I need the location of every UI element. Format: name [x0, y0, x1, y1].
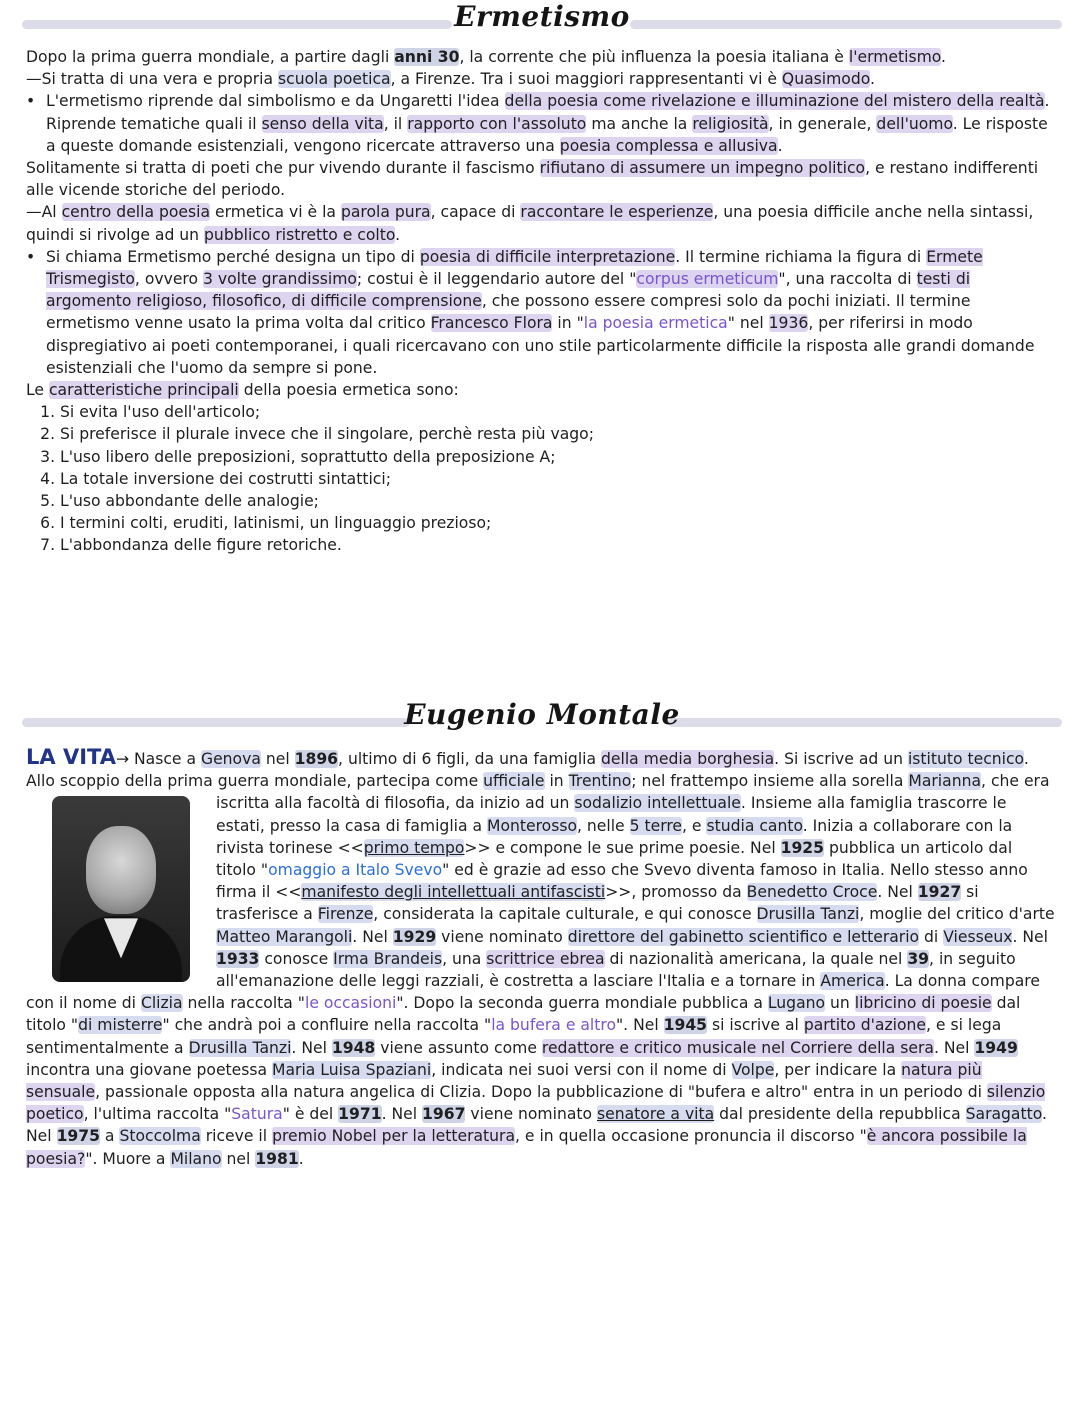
paragraph-nome: • Si chiama Ermetismo perché designa un tipo di poesia di difficile interpretazione. Il termine richiama la figura di Ermete Trismegisto, ovvero 3 volte grandissimo; costui è il leggendario autore del "corpus ermeticum", una raccolta di testi di argomento religioso, filosofico, di difficile comprensione, che possono essere compresi solo da pochi iniziati. Il termine ermetismo venne usato la prima volta dal critico Francesco Flora in "la poesia ermetica" nel 1936, per riferirsi in modo dispregiativo ai poeti contemporanei, i quali ricercavano con uno stile particolarmente difficile la risposta alle grandi domande esistenziali che l'uomo da sempre si pone.: [26, 247, 1035, 377]
list-item: 2. Si preferisce il plurale invece che il singolare, perchè resta più vago;: [60, 423, 1056, 445]
characteristics-list: [26, 401, 1056, 556]
label-la-vita: LA VITA: [26, 745, 116, 769]
section-title-montale: Eugenio Montale: [404, 698, 680, 731]
paragraph-scuola: —Si tratta di una vera e propria scuola poetica, a Firenze. Tra i suoi maggiori rappresentanti vi è Quasimodo.: [26, 70, 875, 89]
list-item: 7. L'abbondanza delle figure retoriche.: [60, 534, 1056, 556]
list-item: 1. Si evita l'uso dell'articolo;: [60, 401, 1056, 423]
paragraph-la-vita: LA VITA→ Nasce a Genova nel 1896, ultimo di 6 figli, da una famiglia della media borghesia. Si iscrive ad un istituto tecnico. Allo scoppio della prima guerra mondiale, partecipa come ufficiale in Trentino; nel frattempo insieme alla sorella Marianna, che era iscritta alla facoltà di filosofia, da inizio ad un sodalizio intellettuale. Insieme alla famiglia trascorre le estati, presso la casa di famiglia a Monterosso, nelle 5 terre, e studia canto. Inizia a collaborare con la rivista torinese <<primo tempo>> e compone le sue prime poesie. Nel 1925 pubblica un articolo dal titolo "omaggio a Italo Svevo" ed è grazie ad esso che Svevo diventa famoso in Italia. Nello stesso anno firma il <<manifesto degli intellettuali antifascisti>>, promosso da Benedetto Croce. Nel 1927 si trasferisce a Firenze, considerata la capitale culturale, e qui conosce Drusilla Tanzi, moglie del critico d'arte Matteo Marangoli. Nel 1929 viene nominato direttore del gabinetto scientifico e letterario di Viesseux. Nel 1933 conosce Irma Brandeis, una scrittrice ebrea di nazionalità americana, la quale nel 39, in seguito all'emanazione delle leggi razziali, è costretta a lasciare l'Italia e a tornare in America. La donna compare con il nome di Clizia nella raccolta "le occasioni". Dopo la seconda guerra mondiale pubblica a Lugano un libricino di poesie dal titolo "di misterre" che andrà poi a confluire nella raccolta "la bufera e altro". Nel 1945 si iscrive al partito d'azione, e si lega sentimentalmente a Drusilla Tanzi. Nel 1948 viene assunto come redattore e critico musicale nel Corriere della sera. Nel 1949 incontra una giovane poetessa Maria Luisa Spaziani, indicata nei suoi versi con il nome di Volpe, per indicare la natura più sensuale, passionale opposta alla natura angelica di Clizia. Dopo la pubblicazione di "bufera e altro" entra in un periodo di silenzio poetico, l'ultima raccolta "Satura" è del 1971. Nel 1967 viene nominato senatore a vita dal presidente della repubblica Saragatto. Nel 1975 a Stoccolma riceve il premio Nobel per la letteratura, e in quella occasione pronuncia il discorso "è ancora possibile la poesia?". Muore a Milano nel 1981.: [26, 745, 1055, 1168]
montale-body: [26, 746, 1056, 1170]
paragraph-parola: —Al centro della poesia ermetica vi è la parola pura, capace di raccontare le esperienze, una poesia difficile anche nella sintassi, quindi si rivolge ad un pubblico ristretto e colto.: [26, 203, 1034, 244]
paragraph-fascismo: Solitamente si tratta di poeti che pur vivendo durante il fascismo rifiutano di assumere un impegno politico, e restano indifferenti alle vicende storiche del periodo.: [26, 159, 1039, 200]
portrait-photo: [52, 796, 190, 982]
list-item: 6. I termini colti, eruditi, latinismi, un linguaggio prezioso;: [60, 512, 1056, 534]
paragraph-temi: • L'ermetismo riprende dal simbolismo e da Ungaretti l'idea della poesia come rivelazione e illuminazione del mistero della realtà. Riprende tematiche quali il senso della vita, il rapporto con l'assoluto ma anche la religiosità, in generale, dell'uomo. Le risposte a queste domande esistenziali, vengono ricercate attraverso una poesia complessa e allusiva.: [26, 92, 1050, 155]
section-title-ermetismo: Ermetismo: [454, 0, 630, 33]
list-item: 3. L'uso libero delle preposizioni, soprattutto della preposizione A;: [60, 446, 1056, 468]
arrow-icon: →: [115, 750, 130, 768]
ermetismo-body: [26, 46, 1056, 557]
list-item: 4. La totale inversione dei costrutti sintattici;: [60, 468, 1056, 490]
section-title-row-ermetismo: [22, 0, 1062, 46]
section-title-row-montale: [22, 698, 1062, 744]
paragraph-caratteristiche: Le caratteristiche principali della poesia ermetica sono:: [26, 381, 459, 400]
list-item: 5. L'uso abbondante delle analogie;: [60, 490, 1056, 512]
paragraph-intro: Dopo la prima guerra mondiale, a partire dagli anni 30, la corrente che più influenza la poesia italiana è l'ermetismo.: [26, 48, 946, 66]
